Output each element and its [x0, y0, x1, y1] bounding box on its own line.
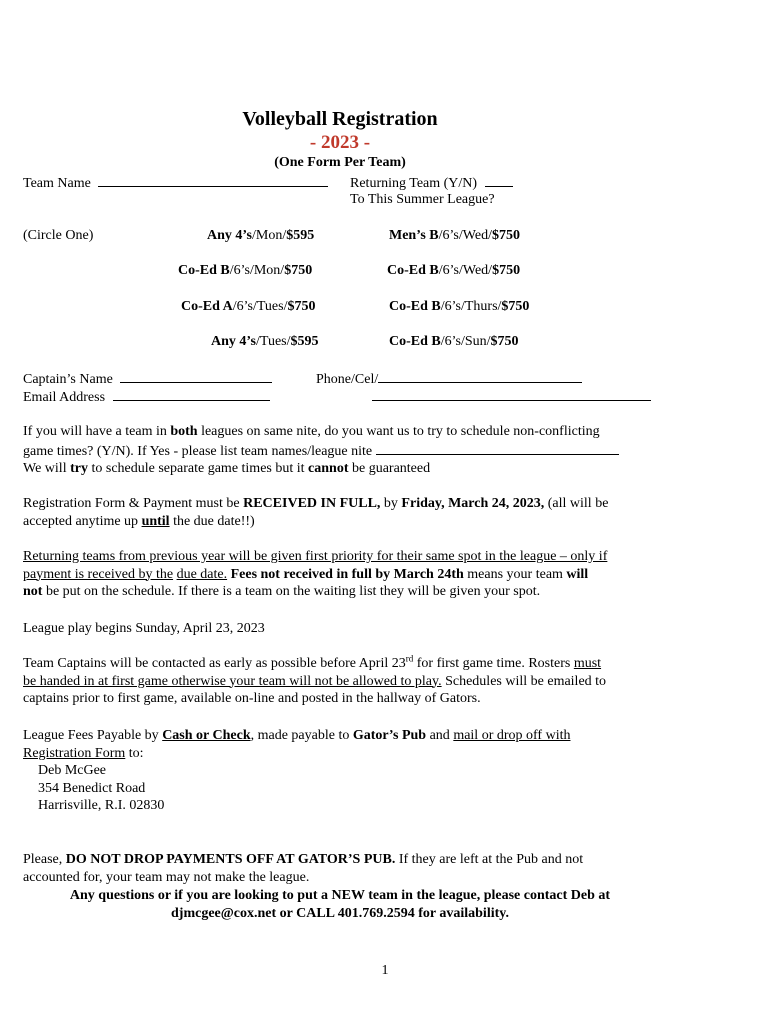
address-city: Harrisville, R.I. 02830	[38, 798, 165, 813]
team-names-league-field[interactable]	[376, 441, 619, 455]
returning-team-field[interactable]	[485, 173, 513, 187]
league-option-left-2[interactable]: Co-Ed B/6’s/Mon/$750	[178, 263, 313, 278]
returning-team-sub: To This Summer League?	[350, 192, 495, 207]
fees-paragraph: League Fees Payable by Cash or Check, made payable to Gator’s Pub and mail or drop off with Registration Form to: Deb McGee 354 Benedict Road Harrisville, R.I. 02830	[23, 727, 663, 815]
captains-paragraph: Team Captains will be contacted as early as possible before April 23rd for first game time. Rosters must be handed in at first game otherwise your team will not be allowed to play. Schedules will be emailed to captains prior to first game, available on-line and posted in the hallway of Gators.	[23, 653, 607, 706]
returning-team-label: Returning Team (Y/N)	[350, 176, 478, 191]
returning-teams-paragraph: Returning teams from previous year will be given first priority for their same spot in the league – only if payment is received by the due date. Fees not received in full by March 24th means your team will not be put on the schedule. If there is a team on the waiting list they will be given your spot.	[23, 549, 608, 599]
league-option-right-2[interactable]: Co-Ed B/6’s/Wed/$750	[387, 263, 521, 278]
league-option-right-3[interactable]: Co-Ed B/6’s/Thurs/$750	[389, 299, 530, 314]
subtitle: (One Form Per Team)	[274, 155, 406, 170]
payment-paragraph: Registration Form & Payment must be RECEIVED IN FULL, by Friday, March 24, 2023, (all will be accepted anytime up until the due date!!)	[23, 496, 609, 529]
year-heading: - 2023 -	[309, 132, 371, 153]
address-street: 354 Benedict Road	[38, 780, 146, 796]
returning-team-row	[350, 173, 513, 192]
email-field[interactable]	[113, 387, 270, 401]
phone-field[interactable]	[378, 369, 582, 383]
league-option-right-1[interactable]: Men’s B/6’s/Wed/$750	[389, 228, 520, 243]
league-option-left-1[interactable]: Any 4’s/Mon/$595	[207, 228, 315, 243]
circle-one-label: (Circle One)	[23, 228, 94, 243]
both-leagues-paragraph: If you will have a team in both leagues on same nite, do you want us to try to schedule non-conflicting game times? (Y/N). If Yes - please list team names/league nite We will try to schedule separate game times but it cannot be guaranteed	[23, 423, 663, 478]
page-title: Volleyball Registration	[242, 108, 438, 130]
contact-line-2: djmcgee@cox.net or CALL 401.769.2594 for availability.	[171, 906, 509, 921]
phone-label: Phone/Cel/	[316, 372, 379, 387]
team-name-label: Team Name	[23, 176, 91, 191]
league-option-left-4[interactable]: Any 4’s/Tues/$595	[211, 334, 319, 349]
league-option-left-3[interactable]: Co-Ed A/6’s/Tues/$750	[181, 299, 316, 314]
phone-row	[316, 369, 582, 388]
contact-line-1: Any questions or if you are looking to put a NEW team in the league, please contact Deb at	[69, 888, 611, 903]
email-row	[23, 387, 270, 406]
captain-name-row	[23, 369, 272, 388]
page-number: 1	[381, 963, 389, 978]
notice-paragraph: Please, DO NOT DROP PAYMENTS OFF AT GATOR’S PUB. If they are left at the Pub and not accounted for, your team may not make the league.	[23, 852, 584, 885]
email-field-extra[interactable]	[372, 387, 651, 401]
league-option-right-4[interactable]: Co-Ed B/6’s/Sun/$750	[389, 334, 519, 349]
address-name: Deb McGee	[38, 763, 107, 778]
captain-name-field[interactable]	[120, 369, 272, 383]
email-second-row	[372, 387, 651, 406]
team-name-row	[23, 173, 328, 192]
team-name-field[interactable]	[98, 173, 328, 187]
email-label: Email Address	[23, 390, 106, 405]
captain-name-label: Captain’s Name	[23, 372, 113, 387]
league-play-start: League play begins Sunday, April 23, 2023	[23, 621, 265, 636]
